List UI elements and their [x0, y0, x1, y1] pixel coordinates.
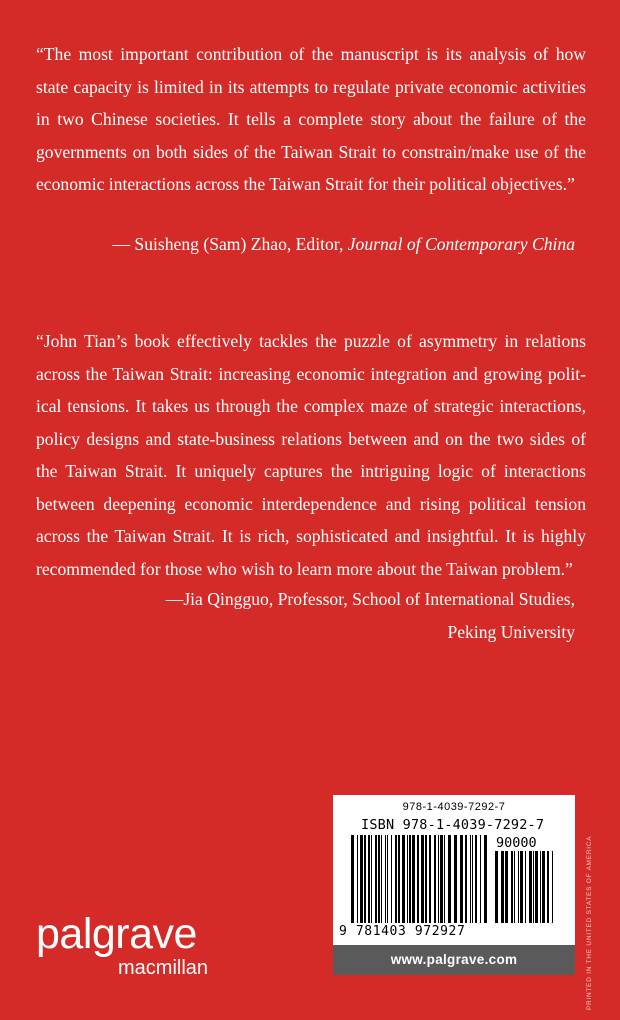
- barcode-bar: [371, 835, 372, 923]
- barcode-bar: [454, 835, 457, 923]
- barcode-bar: [438, 835, 439, 923]
- printed-in-usa-notice: PRINTED IN THE UNITED STATES OF AMERICA: [586, 835, 593, 1010]
- barcode-bar: [385, 835, 386, 923]
- barcode-bar: [434, 835, 436, 923]
- barcode-bar: [364, 835, 366, 923]
- barcode-bar: [495, 851, 498, 923]
- quote-1-text: “The most important contribution of the manuscript is its analysis of how state capacity is limited in its attempts to regulate private economic activities in two Chinese societies. It tells a complete story about the failure of the governments on both sides of the Taiwan Strait to constrain/make use of the economic interactions across the Taiwan Strait for their political objectives.”: [36, 44, 586, 194]
- isbn-label: ISBN 978-1-4039-7292-7: [361, 817, 545, 833]
- barcode-bar: [465, 835, 467, 923]
- barcode-bar: [484, 835, 487, 923]
- barcode-bar: [368, 835, 370, 923]
- barcode-bar: [525, 851, 526, 923]
- price-code: 90000: [496, 835, 537, 851]
- barcode-bar: [518, 851, 519, 923]
- barcode-bar: [505, 851, 508, 923]
- barcode-bar: [398, 835, 400, 923]
- barcode-bar: [425, 835, 427, 923]
- barcode-bar: [444, 835, 445, 923]
- barcode-bar: [529, 851, 532, 923]
- barcode-bar: [402, 835, 405, 923]
- quote-1-attribution-name: — Suisheng (Sam) Zhao, Editor,: [112, 234, 348, 254]
- barcode-bar: [395, 835, 397, 923]
- barcode-bar: [520, 851, 523, 923]
- barcode-bar: [533, 851, 534, 923]
- barcode-bar: [412, 835, 415, 923]
- barcode-bar: [511, 851, 513, 923]
- barcode-bar: [391, 835, 392, 923]
- logo-macmillan: macmillan: [118, 957, 209, 979]
- barcode-bar: [480, 835, 481, 923]
- barcode-bar: [472, 835, 473, 923]
- barcode-bar: [542, 851, 545, 923]
- barcode-bar: [470, 835, 471, 923]
- barcode-bar: [357, 835, 358, 923]
- barcode-bar: [421, 835, 424, 923]
- barcode-bar: [475, 835, 477, 923]
- quote-2-attribution: [166, 583, 575, 648]
- barcode-bar: [375, 835, 377, 923]
- palgrave-macmillan-logo: [36, 912, 208, 978]
- price-barcode-bars: [495, 851, 553, 923]
- isbn-number-top: 978-1-4039-7292-7: [402, 801, 506, 813]
- barcode-bar: [547, 851, 549, 923]
- barcode-bar: [351, 835, 354, 923]
- barcode-bar: [409, 835, 411, 923]
- barcode-bar: [501, 851, 504, 923]
- barcode-bar: [417, 835, 419, 923]
- barcode-bar: [378, 835, 380, 923]
- publisher-website: www.palgrave.com: [333, 945, 575, 975]
- review-quote-1: [36, 38, 586, 201]
- barcode-bar: [387, 835, 388, 923]
- quote-1-journal: Journal of Contemporary China: [347, 234, 575, 254]
- ean-barcode-bars: [351, 835, 489, 923]
- barcode-bar: [381, 835, 382, 923]
- barcode-bar: [552, 851, 553, 923]
- review-quote-2: [36, 325, 586, 585]
- barcode-bar: [440, 835, 443, 923]
- barcode-bar: [535, 851, 538, 923]
- barcode-bar: [360, 835, 363, 923]
- quote-2-attribution-line-2: Peking University: [447, 621, 575, 642]
- barcode-bar: [429, 835, 431, 923]
- quote-2-text: “John Tian’s book effectively tackles the puzzle of asymmetry in relations across the Taiwan Strait: increasing economic integration and growing political tensions. It takes us through the complex maze of strategic interactions, policy designs and state-business relations between and on the two sides of the Taiwan Strait. It uniquely captures the intriguing logic of interactions between deepening economic interdependence and rising political tension across the Taiwan Strait. It is rich, sophisticated and insightful. It is highly recommended for those who wish to learn more about the Taiwan problem.”: [36, 331, 586, 579]
- barcode-bar: [514, 851, 515, 923]
- ean-digits: 9 781403 972927: [339, 924, 466, 939]
- barcode-bar: [407, 835, 408, 923]
- barcode-bar: [540, 851, 541, 923]
- barcode-bar: [460, 835, 463, 923]
- barcode-bar: [448, 835, 451, 923]
- logo-palgrave: palgrave: [36, 910, 197, 958]
- quote-1-attribution: [112, 228, 575, 261]
- isbn-barcode: [333, 795, 575, 945]
- quote-2-attribution-line-1: —Jia Qingguo, Professor, School of International Studies,: [165, 589, 575, 609]
